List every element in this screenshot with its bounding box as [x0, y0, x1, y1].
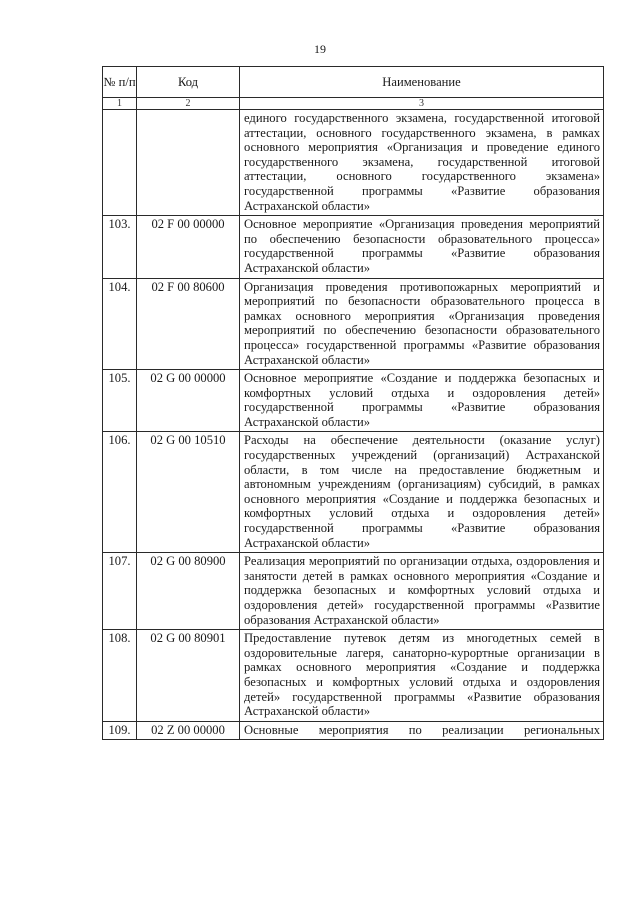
row-code: 02 F 00 80600 — [137, 278, 240, 370]
row-number: 104. — [103, 278, 137, 370]
column-number-row — [103, 98, 604, 110]
table-row — [103, 553, 604, 630]
row-code: 02 Z 00 00000 — [137, 721, 240, 740]
column-number: 3 — [240, 98, 604, 110]
table-header-row — [103, 67, 604, 98]
header-number: № п/п — [103, 67, 137, 98]
page-number: 19 — [314, 42, 326, 56]
row-name: Расходы на обеспечение деятельности (оказание услуг) государственных учреждений (организаций) Астраханской области, в том числе на предоставление бюджетным и автономным учреждениям (организациям) субсидий, в рамках основного мероприятия «Создание и поддержка безопасных и комфортных условий отдыха и оздоровления детей» государственной программы «Развитие образования Астраханской области» — [240, 432, 604, 553]
row-code: 02 G 00 80900 — [137, 553, 240, 630]
table-row — [103, 110, 604, 216]
column-number: 1 — [103, 98, 137, 110]
row-code: 02 G 00 00000 — [137, 370, 240, 432]
row-number: 109. — [103, 721, 137, 740]
row-code: 02 F 00 00000 — [137, 216, 240, 278]
row-number: 103. — [103, 216, 137, 278]
row-name: Основные мероприятия по реализации региональных — [240, 721, 604, 740]
row-code — [137, 110, 240, 216]
table-row — [103, 432, 604, 553]
row-code: 02 G 00 10510 — [137, 432, 240, 553]
row-number: 105. — [103, 370, 137, 432]
row-code: 02 G 00 80901 — [137, 630, 240, 722]
header-name: Наименование — [240, 67, 604, 98]
table-row — [103, 721, 604, 740]
row-name: Основное мероприятие «Организация проведения мероприятий по обеспечению безопасности образовательного процесса» государственной программы «Развитие образования Астраханской области» — [240, 216, 604, 278]
row-number: 106. — [103, 432, 137, 553]
table-row — [103, 370, 604, 432]
row-number: 107. — [103, 553, 137, 630]
table-row — [103, 216, 604, 278]
row-name: Организация проведения противопожарных мероприятий и мероприятий по безопасности образовательного процесса в рамках основного мероприятия «Организация проведения мероприятий по обеспечению безопасности образовательного процесса» государственной программы «Развитие образования Астраханской области» — [240, 278, 604, 370]
budget-code-table — [102, 66, 604, 740]
table-row — [103, 630, 604, 722]
table-row — [103, 278, 604, 370]
row-number — [103, 110, 137, 216]
row-name: единого государственного экзамена, государственной итоговой аттестации, основного государственного экзамена, в рамках основного мероприятия «Организация и проведение единого государственного экзамена, государственной итоговой аттестации, основного государственного экзамена» государственной программы «Развитие образования Астраханской области» — [240, 110, 604, 216]
row-name: Реализация мероприятий по организации отдыха, оздоровления и занятости детей в рамках основного мероприятия «Создание и поддержка безопасных и комфортных условий отдыха и оздоровления детей» государственной программы «Развитие образования Астраханской области» — [240, 553, 604, 630]
row-number: 108. — [103, 630, 137, 722]
header-code: Код — [137, 67, 240, 98]
row-name: Предоставление путевок детям из многодетных семей в оздоровительные лагеря, санаторно-курортные организации в рамках основного мероприятия «Создание и поддержка безопасных и комфортных условий отдыха и оздоровления детей» государственной программы «Развитие образования Астраханской области» — [240, 630, 604, 722]
row-name: Основное мероприятие «Создание и поддержка безопасных и комфортных условий отдыха и оздоровления детей» государственной программы «Развитие образования Астраханской области» — [240, 370, 604, 432]
column-number: 2 — [137, 98, 240, 110]
